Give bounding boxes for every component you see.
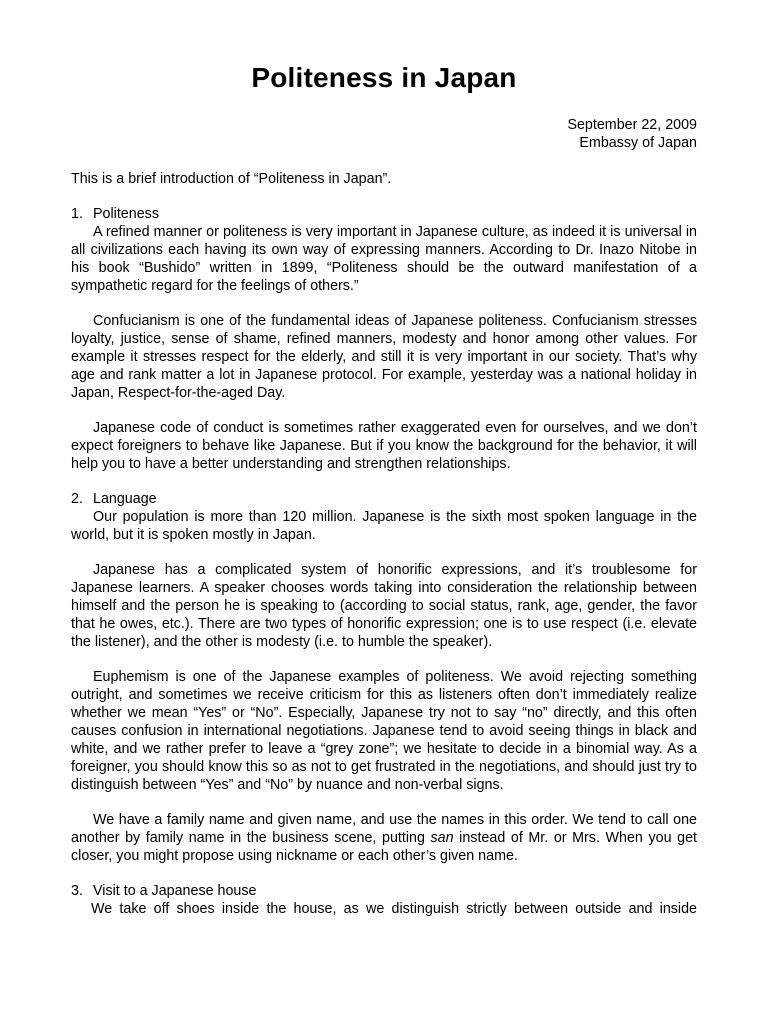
paragraph: Our population is more than 120 million. Japanese is the sixth most spoken language in the world, but it is spoken mostly in Japan. (71, 509, 697, 543)
intro-paragraph: This is a brief introduction of “Politeness in Japan”. (71, 171, 392, 187)
document-meta (567, 116, 697, 152)
section-number: 2. (71, 491, 83, 507)
section-heading-language (71, 490, 697, 508)
document-body (71, 170, 697, 918)
paragraph: We take off shoes inside the house, as we distinguish strictly between outside and inside (91, 901, 697, 917)
document-organization: Embassy of Japan (579, 135, 697, 151)
section-heading-politeness (71, 205, 697, 223)
document-date: September 22, 2009 (567, 117, 697, 133)
paragraph: Japanese has a complicated system of honorific expressions, and it’s troublesome for Japanese learners. A speaker chooses words taking into consideration the relationship between himself and the person he is speaking to (according to social status, rank, age, gender, the favor that he owes, etc.). There are two types of honorific expression; one is to use respect (i.e. elevate the listener), and the other is modesty (i.e. to humble the speaker). (71, 562, 697, 650)
section-title: Politeness (93, 206, 159, 222)
paragraph: Japanese code of conduct is sometimes rather exaggerated even for ourselves, and we don’t expect foreigners to behave like Japanese. But if you know the background for the behavior, it will help you to have a better understanding and strengthen relationships. (71, 420, 697, 472)
section-title: Language (93, 491, 157, 507)
section-number: 1. (71, 206, 83, 222)
emphasis-san: san (430, 830, 454, 846)
names-paragraph: We have a family name and given name, and use the names in this order. We tend to call one another by family name in the business scene, putting san instead of Mr. or Mrs. When you get closer, you might propose using nickname or each other’s given name. (71, 812, 697, 864)
section-heading-visit (71, 882, 697, 900)
paragraph: Confucianism is one of the fundamental ideas of Japanese politeness. Confucianism stresses loyalty, justice, sense of shame, refined manners, modesty and honor among other values. For example it stresses respect for the elderly, and still it is very important in our society. That’s why age and rank matter a lot in Japanese protocol. For example, yesterday was a national holiday in Japan, Respect-for-the-aged Day. (71, 313, 697, 401)
paragraph: A refined manner or politeness is very important in Japanese culture, as indeed it is universal in all civilizations each having its own way of expressing manners. According to Dr. Inazo Nitobe in his book “Bushido” written in 1899, “Politeness should be the outward manifestation of a sympathetic regard for the feelings of others.” (71, 224, 697, 294)
section-number: 3. (71, 883, 83, 899)
page-title: Politeness in Japan (251, 62, 517, 93)
section-title: Visit to a Japanese house (93, 883, 257, 899)
paragraph: Euphemism is one of the Japanese examples of politeness. We avoid rejecting something outright, and sometimes we receive criticism for this as listeners often don’t immediately realize whether we mean “Yes” or “No”. Especially, Japanese try not to say “no” directly, and this often causes confusion in international negotiations. Japanese tend to avoid seeing things in black and white, and we rather prefer to leave a “grey zone”; we hesitate to decide in a binomial way. As a foreigner, you should know this so as not to get frustrated in the negotiations, and should just try to distinguish between “Yes” and “No” by nuance and non-verbal signs. (71, 669, 697, 793)
